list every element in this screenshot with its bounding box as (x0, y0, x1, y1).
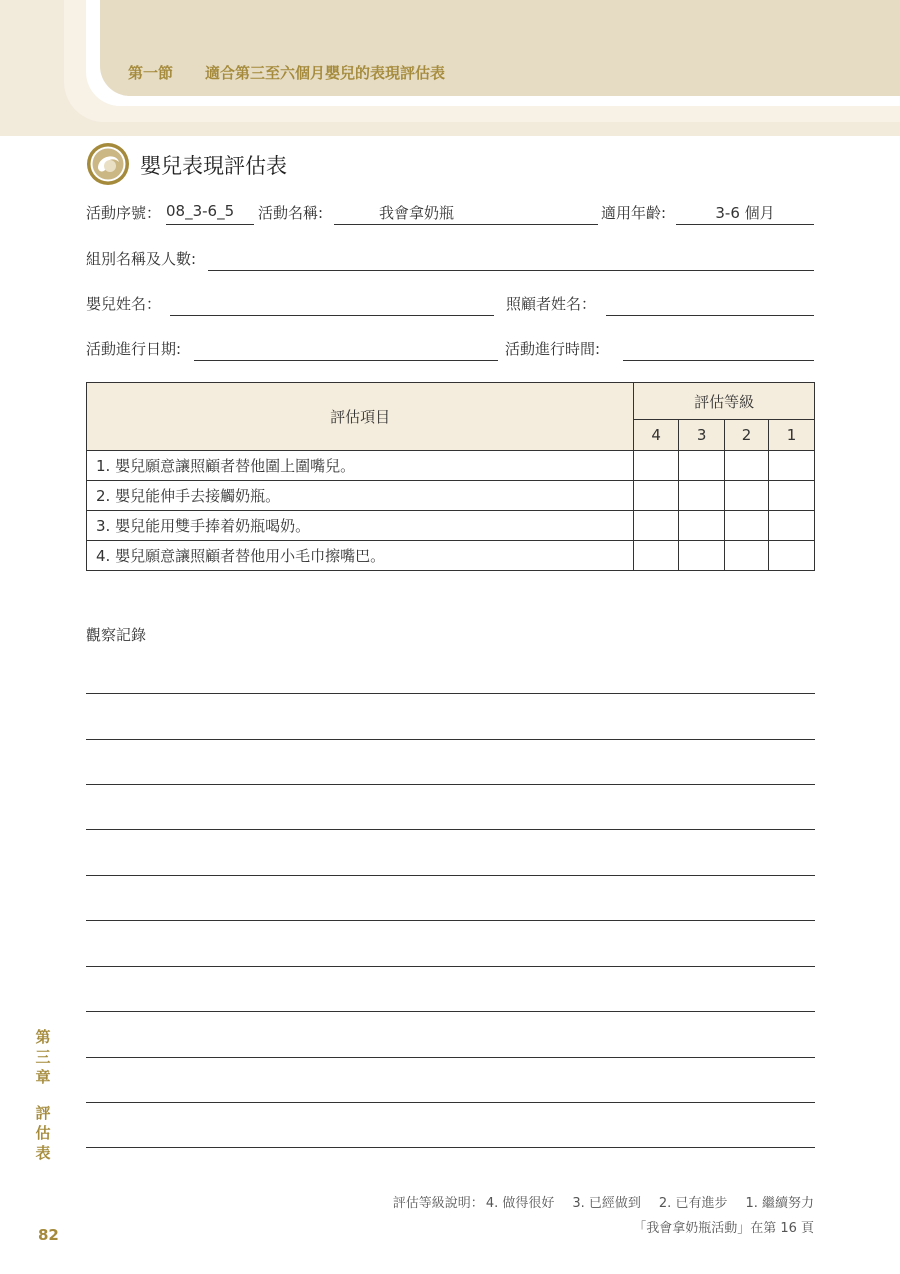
legend-label: 評估等級說明： (392, 1196, 484, 1211)
group-label: 組別名稱及人數: (86, 250, 197, 268)
observation-line[interactable] (86, 829, 815, 830)
grade-cell[interactable] (634, 451, 679, 481)
grade-header: 評估等級 (634, 383, 815, 420)
activity-name-line (334, 224, 598, 225)
grade-cell[interactable] (769, 511, 815, 541)
age-line (676, 224, 814, 225)
observation-line[interactable] (86, 739, 815, 740)
item-text: 1. 嬰兒願意讓照顧者替他圍上圍嘴兒。 (87, 451, 634, 481)
grade-2-header: 2 (725, 420, 769, 451)
activity-no-value: 08_3-6_5 (166, 202, 235, 220)
observation-line[interactable] (86, 920, 815, 921)
activity-name-value: 我會拿奶瓶 (378, 204, 454, 222)
grade-cell[interactable] (634, 541, 679, 571)
grade-cell[interactable] (725, 481, 769, 511)
baby-name-line[interactable] (170, 315, 494, 316)
item-text: 4. 嬰兒願意讓照顧者替他用小毛巾擦嘴巴。 (87, 541, 634, 571)
page-number: 82 (38, 1226, 59, 1244)
age-label: 適用年齡: (601, 204, 667, 222)
age-value: 3-6 個月 (715, 204, 775, 222)
observation-line[interactable] (86, 875, 815, 876)
carer-name-line[interactable] (606, 315, 814, 316)
section-title (128, 62, 445, 83)
time-label: 活動進行時間: (505, 340, 601, 358)
grade-cell[interactable] (769, 451, 815, 481)
group-line[interactable] (208, 270, 814, 271)
section-subtitle: 適合第三至六個月嬰兒的表現評估表 (205, 64, 446, 82)
grade-cell[interactable] (769, 541, 815, 571)
legend-level-1: 1. 繼續努力 (745, 1196, 814, 1211)
form-row-names (86, 293, 814, 317)
grade-cell[interactable] (679, 481, 725, 511)
chapter-sidebar (34, 1027, 52, 1163)
observation-line[interactable] (86, 1102, 815, 1103)
grade-cell[interactable] (769, 481, 815, 511)
time-line[interactable] (623, 360, 814, 361)
table-row (87, 451, 815, 481)
grade-legend (393, 1192, 814, 1211)
observation-label: 觀察記錄 (86, 626, 147, 644)
activity-name-label: 活動名稱: (258, 204, 324, 222)
topic-char: 表 (35, 1144, 51, 1162)
page-reference: 「我會拿奶瓶活動」在第 16 頁 (633, 1221, 814, 1236)
table-row (87, 511, 815, 541)
observation-line[interactable] (86, 1147, 815, 1148)
grade-cell[interactable] (634, 481, 679, 511)
grade-cell[interactable] (725, 541, 769, 571)
item-header: 評估項目 (87, 383, 634, 451)
carer-name-label: 照顧者姓名： (506, 295, 597, 313)
form-row-datetime (86, 338, 814, 362)
topic-char: 評 (35, 1104, 51, 1122)
legend-level-4: 4. 做得很好 (485, 1196, 555, 1211)
grade-cell[interactable] (725, 511, 769, 541)
observation-line[interactable] (86, 966, 815, 967)
activity-no-label: 活動序號： (86, 204, 162, 222)
chapter-char: 章 (35, 1068, 51, 1086)
grade-cell[interactable] (679, 511, 725, 541)
evaluation-table (86, 382, 815, 571)
grade-3-header: 3 (679, 420, 725, 451)
baby-name-label: 嬰兒姓名： (86, 295, 162, 313)
observation-line[interactable] (86, 1057, 815, 1058)
grade-cell[interactable] (634, 511, 679, 541)
topic-char: 估 (35, 1124, 51, 1142)
grade-cell[interactable] (679, 541, 725, 571)
form-row-activity (86, 202, 814, 226)
grade-4-header: 4 (634, 420, 679, 451)
item-text: 3. 嬰兒能用雙手捧着奶瓶喝奶。 (87, 511, 634, 541)
swirl-logo-icon (86, 142, 130, 186)
legend-level-3: 3. 已經做到 (572, 1196, 641, 1211)
date-label: 活動進行日期: (86, 340, 182, 358)
activity-no-line (166, 224, 254, 225)
page-title: 嬰兒表現評估表 (140, 154, 287, 178)
form-row-group (86, 248, 814, 272)
grade-1-header: 1 (769, 420, 815, 451)
observation-line[interactable] (86, 1011, 815, 1012)
grade-cell[interactable] (679, 451, 725, 481)
section-number: 第一節 (128, 64, 174, 82)
legend-level-2: 2. 已有進步 (658, 1196, 728, 1211)
item-text: 2. 嬰兒能伸手去接觸奶瓶。 (87, 481, 634, 511)
observation-line[interactable] (86, 693, 815, 694)
chapter-char: 第 (35, 1028, 51, 1046)
grade-cell[interactable] (725, 451, 769, 481)
chapter-char: 三 (35, 1048, 51, 1066)
date-line[interactable] (194, 360, 498, 361)
table-row (87, 481, 815, 511)
table-row (87, 541, 815, 571)
observation-line[interactable] (86, 784, 815, 785)
